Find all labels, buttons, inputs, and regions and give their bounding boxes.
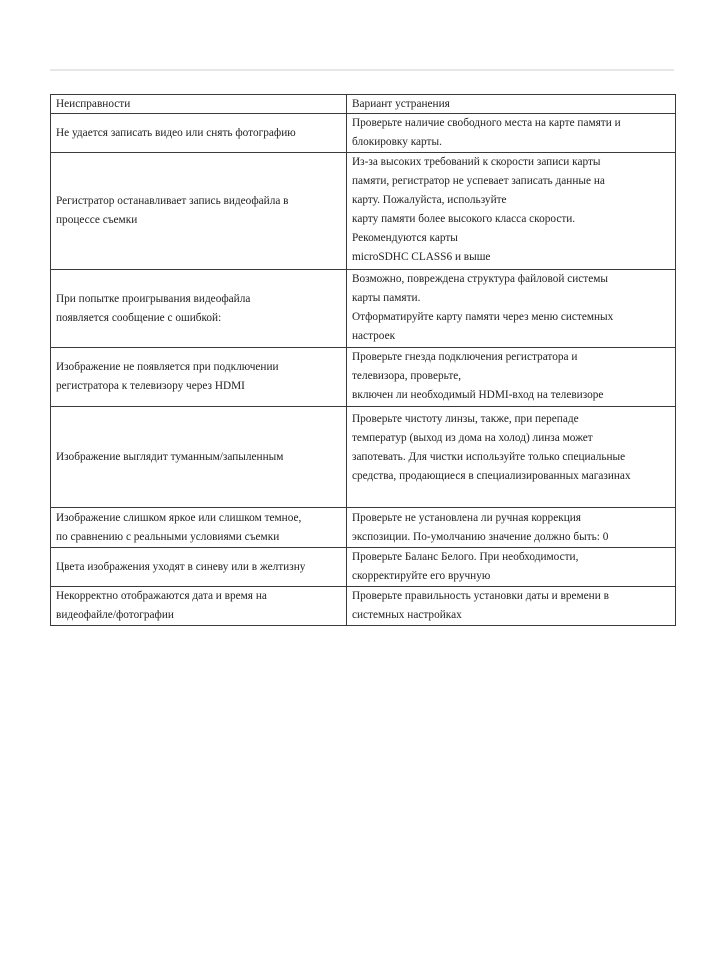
table-row (51, 114, 676, 153)
solution-line: скорректируйте его вручную (352, 570, 491, 582)
problem-line: Изображение выглядит туманным/запыленным (56, 450, 284, 463)
header-problem-label: Неисправности (56, 98, 131, 110)
table-row (51, 153, 676, 270)
problem-line: регистратора к телевизору через HDMI (56, 380, 245, 392)
problem-line: по сравнению с реальными условиями съемки (56, 530, 280, 543)
solution-line: запотевать. Для чистки используйте только специальные (352, 451, 626, 463)
table-row (51, 548, 676, 587)
solution-line: настроек (352, 330, 396, 342)
solution-line: Проверьте не установлена ли ручная коррекция (352, 512, 581, 524)
problem-cell (51, 153, 347, 270)
troubleshooting-table (50, 94, 676, 626)
solution-line: экспозиции. По-умолчанию значение должно быть: 0 (352, 531, 609, 543)
solution-line: средства, продающиеся в специализированных магазинах (352, 470, 631, 482)
solution-line: Отформатируйте карту памяти через меню системных (352, 311, 614, 323)
solution-line: Проверьте Баланс Белого. При необходимости, (352, 551, 579, 563)
problem-cell (51, 407, 347, 508)
problem-line: процессе съемки (56, 214, 138, 226)
solution-line: памяти, регистратор не успевает записать данные на (352, 175, 605, 187)
header-solution (347, 95, 676, 114)
problem-cell (51, 348, 347, 407)
solution-cell (347, 508, 676, 548)
solution-line: Проверьте чистоту линзы, также, при перепаде (352, 413, 579, 425)
solution-line: Рекомендуются карты (352, 232, 458, 244)
header-problem (51, 95, 347, 114)
solution-line: карты памяти. (352, 292, 421, 304)
solution-line: microSDHC CLASS6 и выше (352, 251, 491, 263)
problem-line: Изображение слишком яркое или слишком темное, (56, 511, 302, 524)
problem-cell (51, 587, 347, 626)
problem-line: Изображение не появляется при подключении (56, 361, 279, 373)
solution-cell (347, 548, 676, 587)
table-row (51, 508, 676, 548)
problem-line: При попытке проигрывания видеофайла (56, 292, 251, 305)
table-row (51, 587, 676, 626)
solution-line: включен ли необходимый HDMI-вход на телевизоре (352, 389, 604, 401)
solution-line: системных настройках (352, 609, 462, 621)
solution-cell (347, 114, 676, 153)
solution-line: карту памяти более высокого класса скорости. (352, 213, 576, 225)
problem-line: появляется сообщение с ошибкой: (56, 311, 222, 324)
solution-cell (347, 153, 676, 270)
problem-line: Цвета изображения уходят в синеву или в желтизну (56, 560, 306, 573)
solution-cell (347, 407, 676, 508)
solution-cell (347, 587, 676, 626)
problem-cell (51, 508, 347, 548)
solution-line: Проверьте правильность установки даты и времени в (352, 590, 609, 602)
top-divider (50, 69, 674, 71)
problem-line: Регистратор останавливает запись видеофайла в (56, 195, 289, 207)
solution-cell (347, 270, 676, 348)
solution-line: Из-за высоких требований к скорости записи карты (352, 156, 601, 168)
table-header-row (51, 95, 676, 114)
solution-line: Возможно, повреждена структура файловой системы (352, 273, 608, 285)
problem-line: Некорректно отображаются дата и время на (56, 590, 267, 602)
solution-line: карту. Пожалуйста, используйте (352, 194, 507, 206)
header-solution-label: Вариант устранения (352, 98, 450, 110)
problem-cell (51, 114, 347, 153)
table-row (51, 270, 676, 348)
solution-line: температур (выход из дома на холод) линза может (352, 432, 593, 444)
table-row (51, 407, 676, 508)
solution-line: блокировку карты. (352, 136, 442, 148)
problem-line: видеофайле/фотографии (56, 609, 174, 621)
solution-line: телевизора, проверьте, (352, 370, 462, 382)
solution-line: Проверьте гнезда подключения регистратора и (352, 351, 578, 363)
problem-line: Не удается записать видео или снять фотографию (56, 126, 296, 139)
table-row (51, 348, 676, 407)
solution-line: Проверьте наличие свободного места на карте памяти и (352, 117, 621, 129)
problem-cell (51, 548, 347, 587)
problem-cell (51, 270, 347, 348)
solution-cell (347, 348, 676, 407)
